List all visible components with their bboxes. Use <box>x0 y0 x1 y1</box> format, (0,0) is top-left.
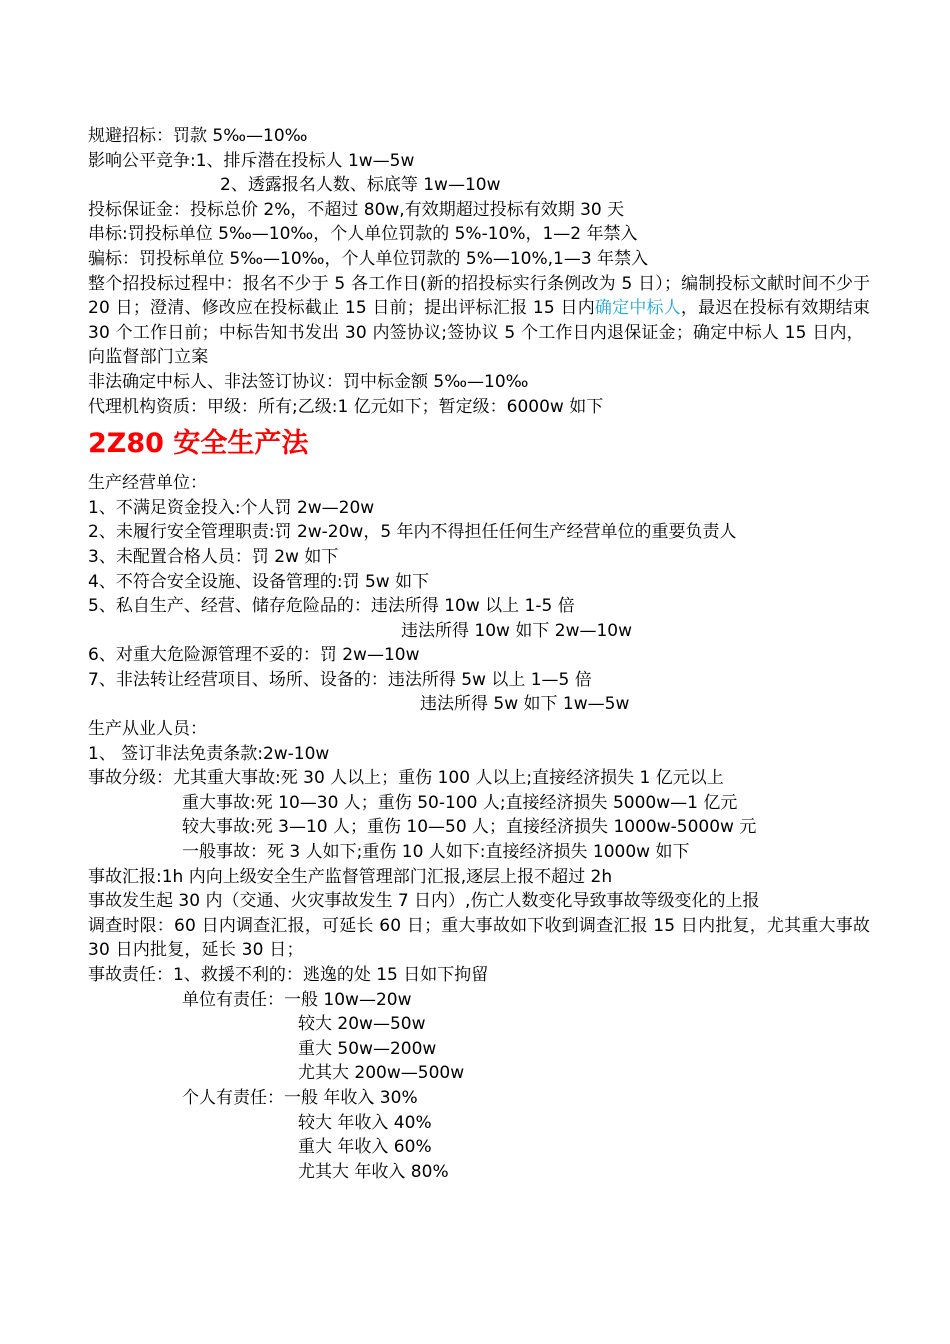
list-item: 4、不符合安全设施、设备管理的:罚 5w 如下 <box>88 571 430 592</box>
text-line: 尤其大 200w—500w <box>298 1063 465 1084</box>
list-item: 1、不满足资金投入:个人罚 2w—20w <box>88 497 375 518</box>
list-item: 3、未配置合格人员：罚 2w 如下 <box>88 546 339 567</box>
text-paragraph <box>88 272 878 370</box>
text-line: 事故分级：尤其重大事故:死 30 人以上；重伤 100 人以上;直接经济损失 1 亿元以上 <box>88 768 724 789</box>
text-line: 代理机构资质：甲级：所有;乙级:1 亿元如下；暂定级：6000w 如下 <box>88 396 604 417</box>
list-item-continuation: 违法所得 5w 如下 1w—5w <box>420 694 630 715</box>
text-line: 投标保证金：投标总价 2%，不超过 80w,有效期超过投标有效期 30 天 <box>88 199 625 220</box>
list-item: 5、私自生产、经营、储存危险品的：违法所得 10w 以上 1-5 倍 <box>88 596 575 617</box>
text-line: 较大 年收入 40% <box>298 1112 432 1133</box>
text-line: 重大 年收入 60% <box>298 1137 432 1158</box>
list-item: 1、 签订非法免责条款:2w-10w <box>88 743 330 764</box>
highlighted-text: 确定中标人 <box>594 298 681 319</box>
list-item: 7、非法转让经营项目、场所、设备的：违法所得 5w 以上 1—5 倍 <box>88 669 592 690</box>
text-line: 个人有责任：一般 年收入 30% <box>182 1087 418 1108</box>
text-line: 较大事故:死 3—10 人；重伤 10—50 人；直接经济损失 1000w-5000w 元 <box>182 817 757 838</box>
subsection-title: 生产从业人员： <box>88 719 207 740</box>
text-line: 串标:罚投标单位 5‰—10‰，个人单位罚款的 5%-10%，1—2 年禁入 <box>88 224 638 245</box>
text-line: 规避招标：罚款 5‰—10‰ <box>88 126 308 146</box>
text-line: 事故责任：1、救援不利的：逃逸的处 15 日如下拘留 <box>88 965 489 985</box>
text-paragraph: 调查时限：60 日内调查汇报，可延长 60 日；重大事故如下收到调查汇报 15 日内批复，尤其重大事故 30 日内批复，延长 30 日； <box>88 915 871 961</box>
text-line: 非法确定中标人、非法签订协议：罚中标金额 5‰—10‰ <box>88 371 529 392</box>
text-line: 尤其大 年收入 80% <box>298 1161 449 1182</box>
paragraph-text: 整个招投标过程中：报名不少于 5 各工作日(新的招投标实行条例改为 5 日）；编制投标文献时间不少于 20 日；澄清、修改应在投标截止 15 日前；提出评标汇报 15 日内 <box>88 273 871 319</box>
document-body <box>88 124 878 1184</box>
subsection-title: 生产经营单位： <box>88 473 207 494</box>
text-line: 重大 50w—200w <box>298 1038 437 1059</box>
text-line: 较大 20w—50w <box>298 1014 426 1035</box>
text-line: 2、透露报名人数、标底等 1w—10w <box>220 175 501 196</box>
list-item: 2、未履行安全管理职责:罚 2w-20w，5 年内不得担任任何生产经营单位的重要负责人 <box>88 522 737 543</box>
text-line: 骗标：罚投标单位 5‰—10‰，个人单位罚款的 5%—10%,1—3 年禁入 <box>88 248 649 269</box>
paragraph-text: ，最迟在投标有效期结束 30 个工作日前；中标告知书发出 30 内签协议;签协议 5 个工作日内退保证金；确定中标人 15 日内，向监督部门立案 <box>88 298 871 368</box>
list-item-continuation: 违法所得 10w 如下 2w—10w <box>401 620 633 641</box>
text-line: 一般事故：死 3 人如下;重伤 10 人如下:直接经济损失 1000w 如下 <box>182 842 690 863</box>
text-line: 事故发生起 30 内（交通、火灾事故发生 7 日内）,伤亡人数变化导致事故等级变化的上报 <box>88 891 760 912</box>
section-heading: 2Z80 安全生产法 <box>88 428 309 460</box>
list-item: 6、对重大危险源管理不妥的：罚 2w—10w <box>88 645 420 666</box>
text-line: 事故汇报:1h 内向上级安全生产监督管理部门汇报,逐层上报不超过 2h <box>88 866 613 887</box>
text-line: 影响公平竞争:1、排斥潜在投标人 1w—5w <box>88 150 415 171</box>
text-line: 重大事故:死 10—30 人；重伤 50-100 人;直接经济损失 5000w—1 亿元 <box>182 792 738 813</box>
text-line: 单位有责任：一般 10w—20w <box>182 989 412 1010</box>
